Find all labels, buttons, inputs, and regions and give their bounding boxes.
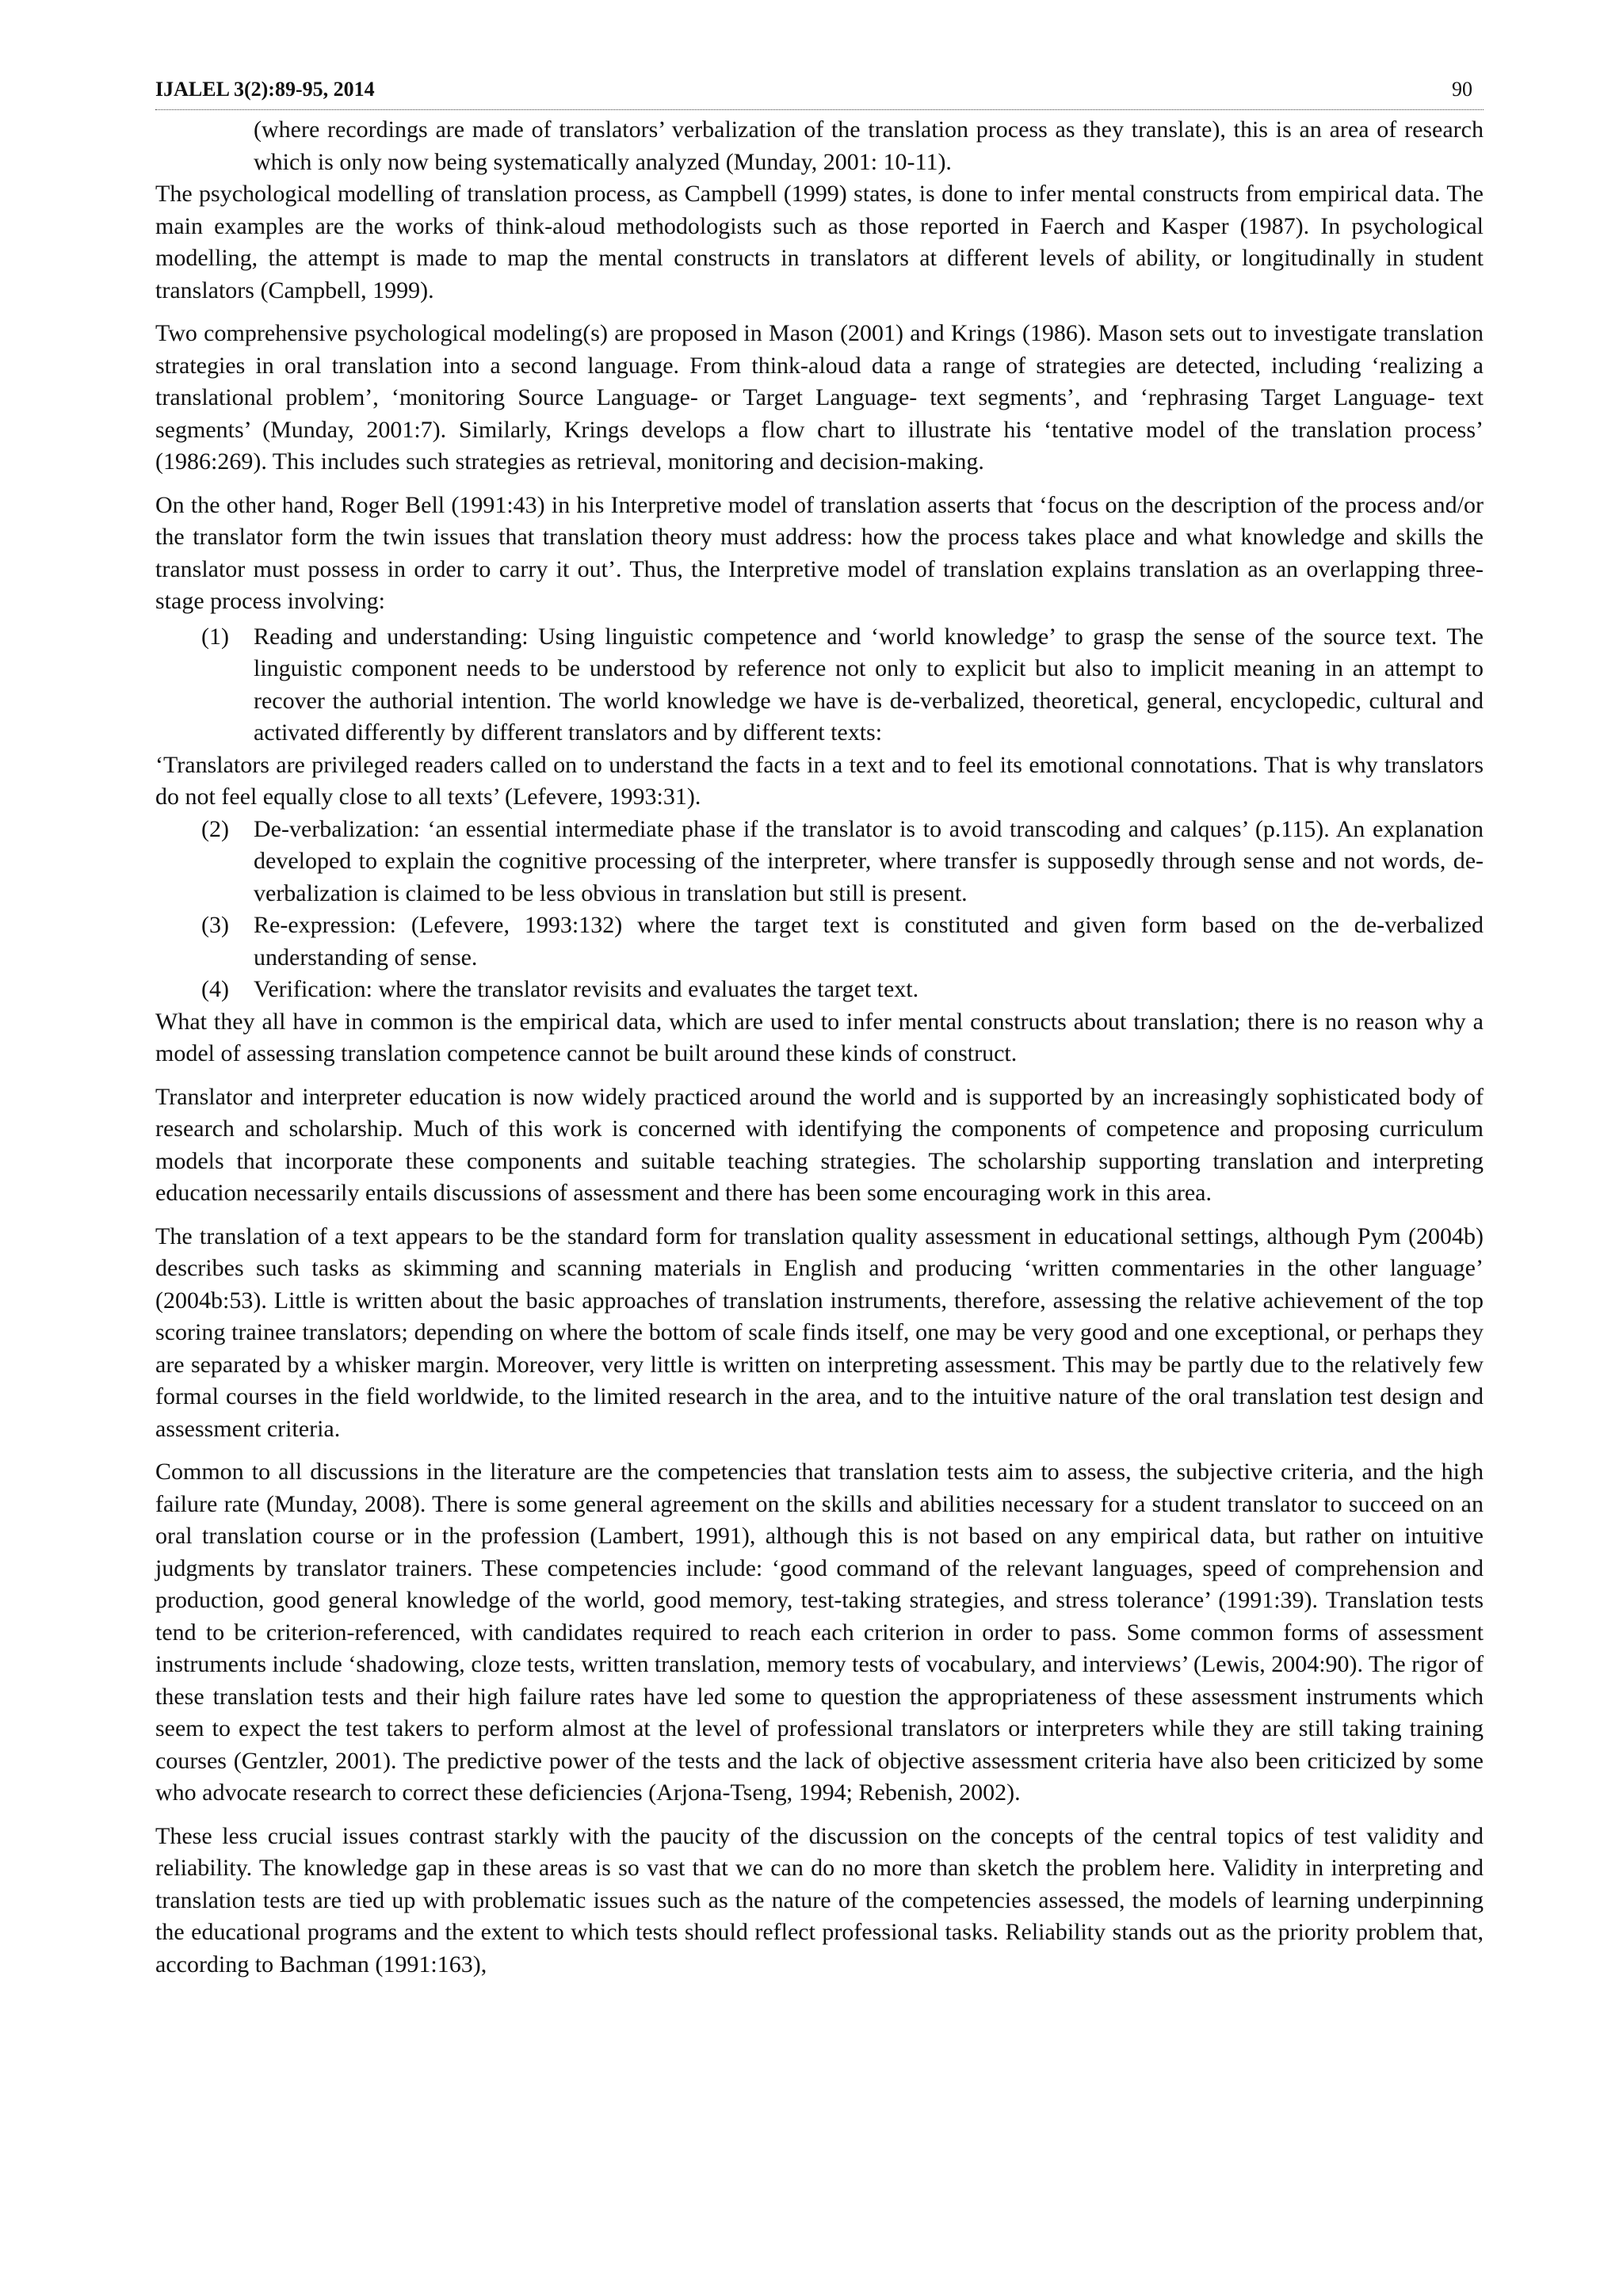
journal-citation: IJALEL 3(2):89-95, 2014: [155, 78, 375, 101]
paragraph-two-models: Two comprehensive psychological modeling(s) are proposed in Mason (2001) and Krings (1986). Mason sets out to investigate translation strategies in oral translation into a second language. From think-aloud data a range of strategies are detected, including ‘realizing a translational problem’, ‘monitoring Source Language- or Target Language- text segments’, and ‘rephrasing Target Language- text segments’ (Munday, 2001:7). Similarly, Krings develops a flow chart to illustrate his ‘tentative model of the translation process’ (1986:269). This includes such strategies as retrieval, monitoring and decision-making.: [155, 320, 1484, 475]
list-item: [201, 910, 1484, 974]
paragraph-bell-model: On the other hand, Roger Bell (1991:43) in his Interpretive model of translation asserts that ‘focus on the description of the process and/or the translator form the twin issues that translation theory must address: how the process takes place and what knowledge and skills the translator must possess in order to carry it out’. Thus, the Interpretive model of translation explains translation as an overlapping three-stage process involving:: [155, 491, 1484, 614]
running-header: [155, 78, 1484, 110]
block-quote: ‘Translators are privileged readers called on to understand the facts in a text and to feel its emotional connotations. That is why translators do not feel equally close to all texts’ (Lefevere, 1993:31).: [155, 751, 1484, 810]
paragraph-psychological-modelling: The psychological modelling of translation process, as Campbell (1999) states, is done to infer mental constructs from empirical data. The main examples are the works of think-aloud methodologists such as those reported in Faerch and Kasper (1987). In psychological modelling, the attempt is made to map the mental constructs in translators at different levels of ability, or longitudinally in student translators (Campbell, 1999).: [155, 181, 1484, 303]
list-number: (2): [201, 815, 229, 842]
list-item: [201, 974, 1484, 1006]
list-item-text: Verification: where the translator revisits and evaluates the target text.: [254, 976, 919, 1002]
list-item: [201, 814, 1484, 910]
list-item-text: De-verbalization: ‘an essential intermediate phase if the translator is to avoid transcoding and calques’ (p.115). An explanation developed to explain the cognitive processing of the interpreter, where transfer is supposedly through sense and not words, de-verbalization is claimed to be less obvious in translation but still is present.: [254, 815, 1484, 906]
paragraph-quality-assessment: The translation of a text appears to be the standard form for translation quality assessment in educational settings, although Pym (2004b) describes such tasks as skimming and scanning materials in English and producing ‘written commentaries in the other language’ (2004b:53). Little is written about the basic approaches of translation instruments, therefore, assessing the relative achievement of the top scoring trainee translators; depending on where the bottom of scale finds itself, one may be very good and one exceptional, or perhaps they are separated by a whisker margin. Moreover, very little is written on interpreting assessment. This may be partly due to the relatively few formal courses in the field worldwide, to the limited research in the area, and to the intuitive nature of the oral translation test design and assessment criteria.: [155, 1222, 1484, 1442]
paragraph-competencies: Common to all discussions in the literature are the competencies that translation tests aim to assess, the subjective criteria, and the high failure rate (Munday, 2008). There is some general agreement on the skills and abilities necessary for a student translator to succeed on an oral translation course or in the profession (Lambert, 1991), although this is not based on any empirical data, but rather on intuitive judgments by translator trainers. These competencies include: ‘good command of the relevant languages, speed of comprehension and production, good general knowledge of the world, good memory, test-taking strategies, and stress tolerance’ (1991:39). Translation tests tend to be criterion-referenced, with candidates required to reach each criterion in order to pass. Some common forms of assessment instruments include ‘shadowing, cloze tests, written translation, memory tests of vocabulary, and interviews’ (Lewis, 2004:90). The rigor of these translation tests and their high failure rates have led some to question the appropriateness of these assessment instruments which seem to expect the test takers to perform almost at the level of professional translators or interpreters while they are still taking training courses (Gentzler, 2001). The predictive power of the tests and the lack of objective assessment criteria have also been criticized by some who advocate research to correct these deficiencies (Arjona-Tseng, 1994; Rebenish, 2002).: [155, 1459, 1484, 1806]
paragraph-education: Translator and interpreter education is now widely practiced around the world and is supported by an increasingly sophisticated body of research and scholarship. Much of this work is concerned with identifying the components of competence and proposing curriculum models that incorporate these components and suitable teaching strategies. The scholarship supporting translation and interpreting education necessarily entails discussions of assessment and there has been some encouraging work in this area.: [155, 1083, 1484, 1206]
list-number: (1): [201, 623, 229, 650]
article-body: [155, 114, 1484, 1981]
paragraph-validity-reliability: These less crucial issues contrast starkly with the paucity of the discussion on the concepts of the central topics of test validity and reliability. The knowledge gap in these areas is so vast that we can do no more than sketch the problem here. Validity in interpreting and translation tests are tied up with problematic issues such as the nature of the competencies assessed, the models of learning underpinning the educational programs and the extent to which tests should reflect professional tasks. Reliability stands out as the priority problem that, according to Bachman (1991:163),: [155, 1822, 1484, 1978]
list-item-text: Reading and understanding: Using linguistic competence and ‘world knowledge’ to grasp the sense of the source text. The linguistic component needs to be understood by reference not only to explicit but also to implicit meaning in an attempt to recover the authorial intention. The world knowledge we have is de-verbalized, theoretical, general, encyclopedic, cultural and activated differently by different translators and by different texts:: [254, 623, 1484, 746]
page-number: 90: [1452, 78, 1472, 101]
process-stage-list: [155, 621, 1484, 749]
list-item: [201, 621, 1484, 749]
continued-paragraph: (where recordings are made of translators’ verbalization of the translation process as they translate), this is an area of research which is only now being systematically analyzed (Munday, 2001: 10-11).: [254, 116, 1484, 175]
paragraph-common-empirical: What they all have in common is the empirical data, which are used to infer mental constructs about translation; there is no reason why a model of assessing translation competence cannot be built around these kinds of construct.: [155, 1008, 1484, 1066]
list-item-text: Re-expression: (Lefevere, 1993:132) where the target text is constituted and given form based on the de-verbalized understanding of sense.: [254, 912, 1484, 971]
list-number: (4): [201, 976, 229, 1002]
process-stage-list-continued: [155, 814, 1484, 1006]
list-number: (3): [201, 912, 229, 938]
